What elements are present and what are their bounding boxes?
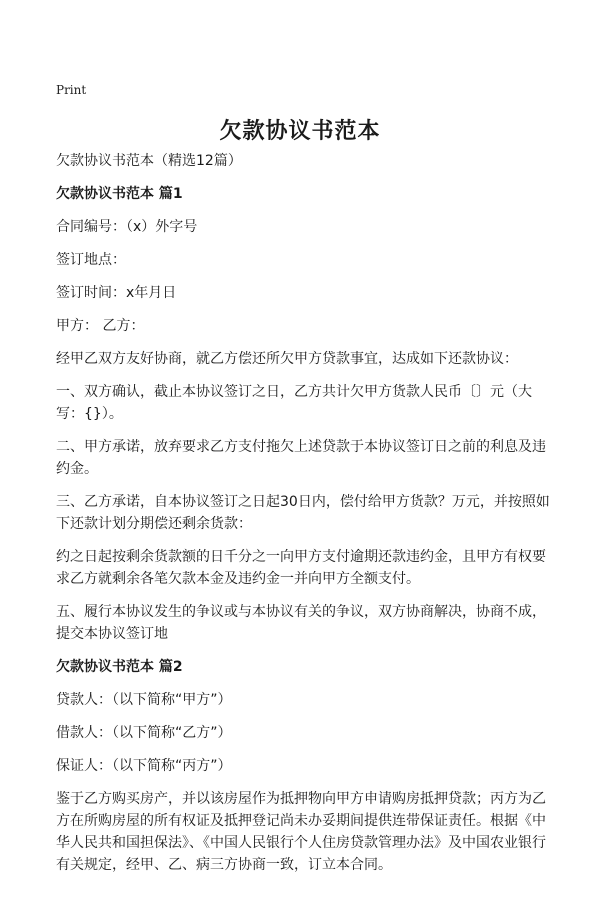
- section-heading: 欠款协议书范本 篇1: [56, 186, 183, 202]
- print-label[interactable]: Print: [56, 83, 87, 97]
- paragraph: 签订地点：: [56, 252, 126, 268]
- paragraph: 甲方： 乙方：: [56, 318, 145, 334]
- paragraph: 保证人：（以下简称“丙方”）: [56, 758, 232, 774]
- paragraph: 五、履行本协议发生的争议或与本协议有关的争议，双方协商解决，协商不成，提交本协议签订地: [56, 604, 546, 642]
- paragraph: 二、甲方承诺，放弃要求乙方支付拖欠上述贷款于本协议签订日之前的利息及违约金。: [56, 439, 546, 477]
- section-heading: 欠款协议书范本 篇2: [56, 659, 183, 675]
- paragraph: 经甲乙双方友好协商，就乙方偿还所欠甲方贷款事宜，达成如下还款协议：: [56, 351, 518, 367]
- paragraph: 约之日起按剩余货款额的日千分之一向甲方支付逾期还款违约金，且甲方有权要求乙方就剩余各笔欠款本金及违约金一并向甲方全额支付。: [56, 549, 546, 587]
- document-subtitle: 欠款协议书范本（精选12篇）: [56, 153, 242, 169]
- document-title: 欠款协议书范本: [219, 119, 381, 144]
- paragraph: 三、乙方承诺，自本协议签订之日起30日内，偿付给甲方货款？万元，并按照如下还款计划分期偿还剩余货款：: [56, 494, 550, 532]
- paragraph: 借款人：（以下简称“乙方”）: [56, 725, 232, 741]
- paragraph: 签订时间：x年月日: [56, 285, 177, 301]
- paragraph: 鉴于乙方购买房产，并以该房屋作为抵押物向甲方申请购房抵押贷款；丙方为乙方在所购房屋的所有权证及抵押登记尚未办妥期间提供连带保证责任。根据《中华人民共和国担保法》、《中国人民银行个人住房贷款管理办法》及中国农业银行有关规定，经甲、乙、病三方协商一致，订立本合同。: [56, 791, 546, 873]
- document-body: [56, 150, 556, 887]
- paragraph: 贷款人：（以下简称“甲方”）: [56, 692, 232, 708]
- paragraph: 合同编号：（x）外字号: [56, 219, 198, 235]
- paragraph: 一、双方确认，截止本协议签订之日，乙方共计欠甲方货款人民币〔〕元（大写：{}）。: [56, 384, 532, 422]
